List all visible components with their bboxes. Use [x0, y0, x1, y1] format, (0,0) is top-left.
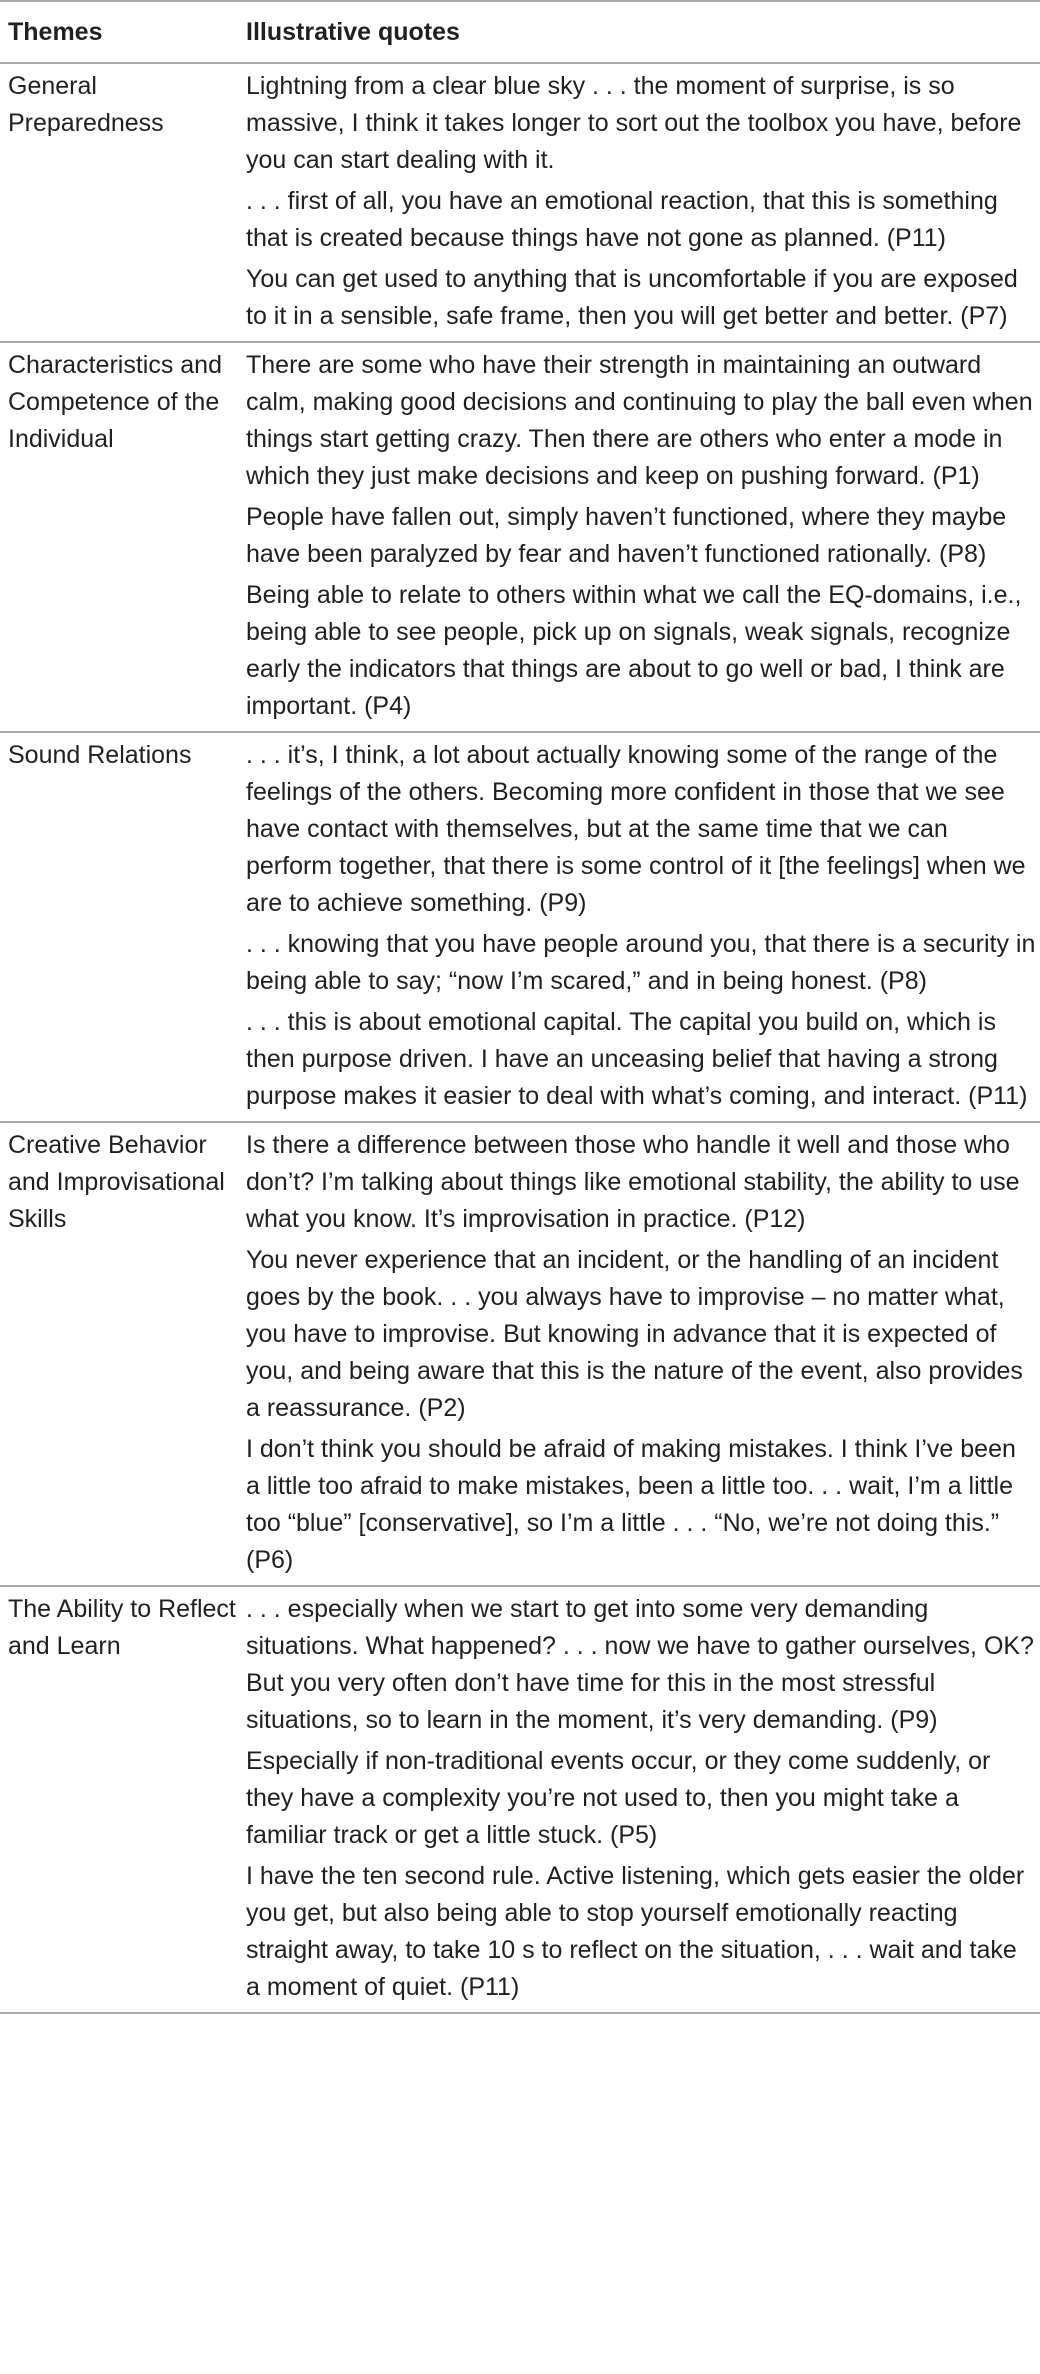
- illustrative-quote: . . . especially when we start to get into some very demanding situations. What happened? . . . now we have to gather ourselves, OK? But you very often don’t have time for this in the most stressful situations, so to learn in the moment, it’s very demanding. (P9): [246, 1595, 1034, 1734]
- illustrative-quote: . . . knowing that you have people around you, that there is a security in being able to say; “now I’m scared,” and in being honest. (P8): [246, 930, 1036, 995]
- header-themes: Themes: [0, 1, 244, 63]
- quotes-cell: [244, 63, 1040, 342]
- table-row: [0, 1586, 1040, 2013]
- illustrative-quote: Lightning from a clear blue sky . . . the moment of surprise, is so massive, I think it takes longer to sort out the toolbox you have, before you can start dealing with it.: [246, 72, 1022, 174]
- illustrative-quote: Being able to relate to others within what we call the EQ-domains, i.e., being able to see people, pick up on signals, weak signals, recognize early the indicators that things are about to go well or bad, I think are important. (P4): [246, 581, 1022, 720]
- illustrative-quote: Is there a difference between those who handle it well and those who don’t? I’m talking about things like emotional stability, the ability to use what you know. It’s improvisation in practice. (P12): [246, 1131, 1020, 1233]
- quotes-cell: [244, 1586, 1040, 2013]
- header-row: [0, 1, 1040, 63]
- quotes-cell: [244, 342, 1040, 732]
- illustrative-quote: There are some who have their strength in maintaining an outward calm, making good decisions and continuing to play the ball even when things start getting crazy. Then there are others who enter a mode in which they just make decisions and keep on pushing forward. (P1): [246, 351, 1033, 490]
- table-body: [0, 63, 1040, 2013]
- illustrative-quote: . . . it’s, I think, a lot about actually knowing some of the range of the feelings of the others. Becoming more confident in those that we see have contact with themselves, but at the same time that we can perform together, that there is some control of it [the feelings] when we are to achieve something. (P9): [246, 741, 1026, 917]
- table-row: [0, 63, 1040, 342]
- illustrative-quote: I have the ten second rule. Active listening, which gets easier the older you get, but also being able to stop yourself emotionally reacting straight away, to take 10 s to reflect on the situation, . . . wait and take a moment of quiet. (P11): [246, 1862, 1025, 2001]
- table-header: [0, 1, 1040, 63]
- theme-cell: Characteristics and Competence of the Individual: [0, 342, 244, 732]
- quotes-cell: [244, 732, 1040, 1122]
- table-row: [0, 1122, 1040, 1586]
- theme-cell: General Preparedness: [0, 63, 244, 342]
- header-illustrative-quotes: Illustrative quotes: [244, 1, 1040, 63]
- theme-cell: Sound Relations: [0, 732, 244, 1122]
- table-row: [0, 732, 1040, 1122]
- illustrative-quote: People have fallen out, simply haven’t functioned, where they maybe have been paralyzed by fear and haven’t functioned rationally. (P8): [246, 503, 1007, 568]
- theme-cell: The Ability to Reflect and Learn: [0, 1586, 244, 2013]
- table-row: [0, 342, 1040, 732]
- illustrative-quote: You never experience that an incident, or the handling of an incident goes by the book. . . you always have to improvise – no matter what, you have to improvise. But knowing in advance that it is expected of you, and being aware that this is the nature of the event, also provides a reassurance. (P2): [246, 1246, 1023, 1422]
- theme-cell: Creative Behavior and Improvisational Skills: [0, 1122, 244, 1586]
- quotes-cell: [244, 1122, 1040, 1586]
- illustrative-quote: I don’t think you should be afraid of making mistakes. I think I’ve been a little too afraid to make mistakes, been a little too. . . wait, I’m a little too “blue” [conservative], so I’m a little . . . “No, we’re not doing this.” (P6): [246, 1435, 1016, 1574]
- illustrative-quote: You can get used to anything that is uncomfortable if you are exposed to it in a sensible, safe frame, then you will get better and better. (P7): [246, 265, 1018, 330]
- illustrative-quote: Especially if non-traditional events occur, or they come suddenly, or they have a complexity you’re not used to, then you might take a familiar track or get a little stuck. (P5): [246, 1747, 991, 1849]
- illustrative-quote: . . . first of all, you have an emotional reaction, that this is something that is created because things have not gone as planned. (P11): [246, 187, 998, 252]
- illustrative-quote: . . . this is about emotional capital. The capital you build on, which is then purpose driven. I have an unceasing belief that having a strong purpose makes it easier to deal with what’s coming, and interact. (P11): [246, 1008, 1028, 1110]
